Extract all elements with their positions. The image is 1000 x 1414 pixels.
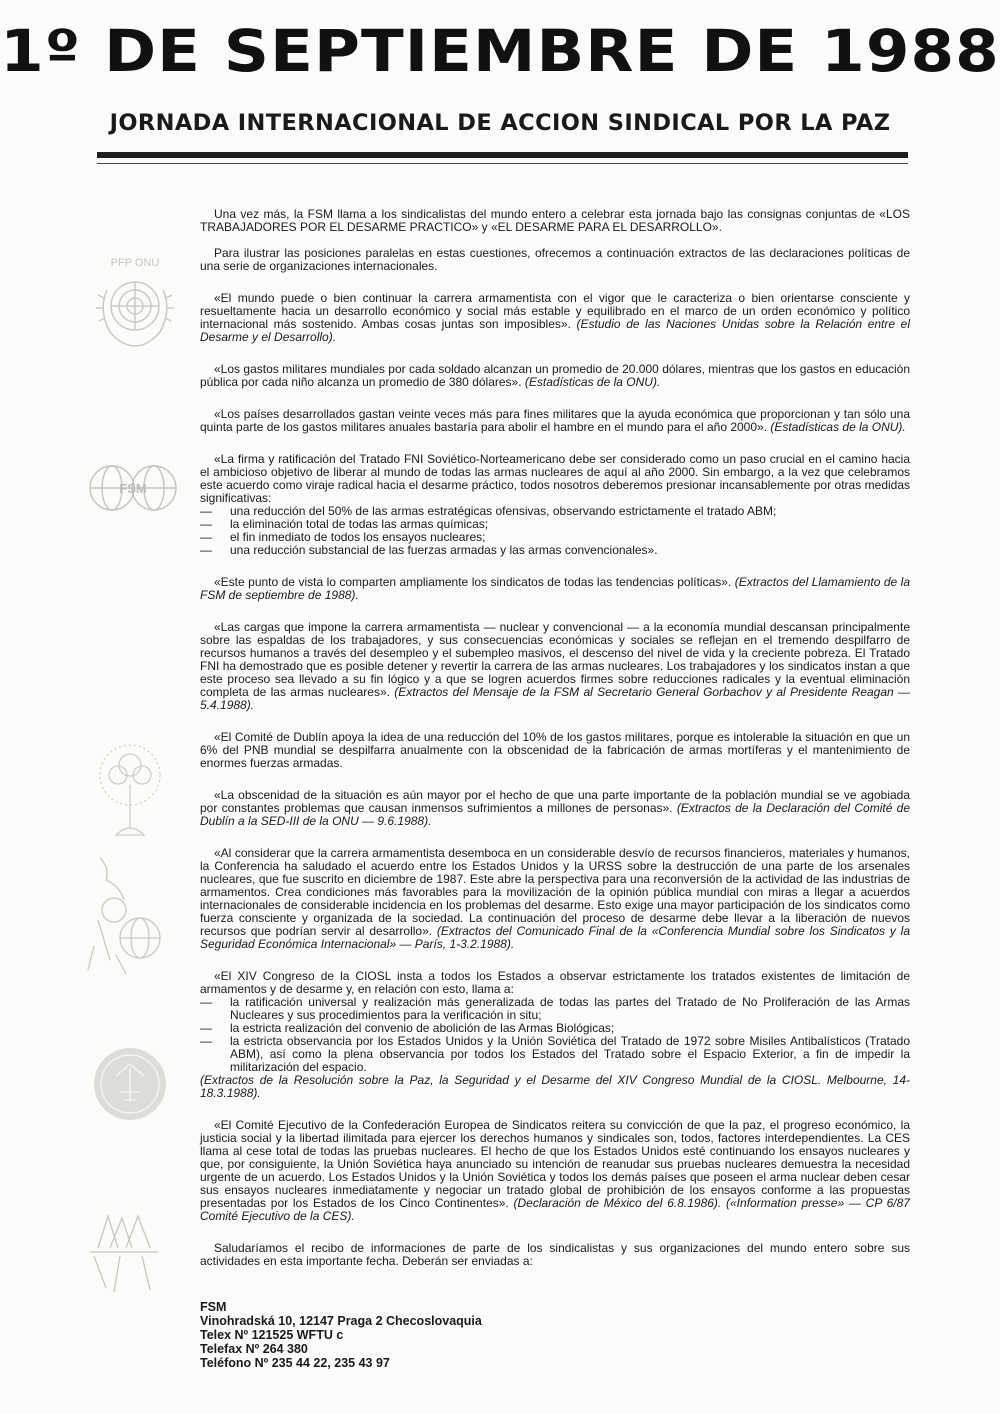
quote-source: (Extractos de la Resolución sobre la Paz, la Seguridad y el Desarme del XIV Congreso Mundial de la CIOSL. Melbourne, 14-18.3.1988). <box>200 1073 910 1100</box>
quote-source: (Estudio de las Naciones Unidas sobre la Relación entre el Desarme y el Desarrollo). <box>200 317 911 344</box>
address-street: Vinohradská 10, 12147 Praga 2 Checoslovaquia <box>200 1314 482 1328</box>
ciosl-emblem-logo <box>80 1040 190 1130</box>
list-item: — la ratificación universal y realización más generalizada de todas las partes del Tratado de No Proliferación de las Armas Nucleares y sus procedimientos para la verificación in situ; <box>200 995 910 1022</box>
intro-paragraph: Una vez más, la FSM llama a los sindicalistas del mundo entero a celebrar esta jornada bajo las consignas conjuntas de «LOS TRABAJADORES POR EL DESARME PRACTICO» y «EL DESARME PARA EL DESARROLLO». <box>200 207 910 234</box>
quote-source: (Extractos del Comunicado Final de la «Conferencia Mundial sobre los Sindicatos y la Seguridad Económica Internacional» — París, 1-3.2.1988). <box>200 924 910 951</box>
document-body <box>200 208 910 1370</box>
closing-paragraph: Saludaríamos el recibo de informaciones de parte de los sindicalistas y sus organizaciones del mundo entero sobre sus actividades en esta importante fecha. Deberán ser enviadas a: <box>200 1241 910 1268</box>
quote-source: (Declaración de México del 6.8.1986). («Information presse» — CP 6/87 Comité Ejecutivo de la CES). <box>200 1196 910 1223</box>
quote-paragraph: «El mundo puede o bien continuar la carrera armamentista con el vigor que le caracteriza o bien orientarse consciente y resueltamente hacia un desarrollo económico y social más estable y equilibrado en el marco de un orden económico y político internacional más sostenido. Ambas cosas juntas son imposibles». (Estudio de las Naciones Unidas sobre la Relación entre el Desarme y el Desarrollo). <box>200 291 911 344</box>
list-item: — la estricta realización del convenio de abolición de las Armas Biológicas; <box>200 1021 615 1035</box>
quote-paragraph: «Este punto de vista lo comparten ampliamente los sindicatos de todas las tendencias políticas». (Extractos del Llamamiento de la FSM de septiembre de 1988). <box>200 575 911 602</box>
fsm-measures-list <box>200 505 910 557</box>
quote-paragraph: «La obscenidad de la situación es aún mayor por el hecho de que una parte importante de la población mundial se ve agobiada por constantes problemas que causan inmensos sufrimientos a millones de personas». (Extractos de la Declaración del Comité de Dublín a la SED-III de la ONU — 9.6.1988). <box>200 788 911 828</box>
address-org: FSM <box>200 1300 227 1314</box>
address-phone: Teléfono Nº 235 44 22, 235 43 97 <box>200 1356 390 1370</box>
header-rule-thin <box>97 163 908 164</box>
address-telex: Telex Nº 121525 WFTU c <box>200 1328 344 1342</box>
quote-paragraph: «El Comité de Dublín apoya la idea de una reducción del 10% de los gastos militares, porque es intolerable la situación en que un 6% del PNB mundial se despilfarra anualmente con la obscenidad de la fabricación de armas mortíferas y el mantenimiento de enormes fuerzas armadas. <box>200 730 910 770</box>
quote-source: (Estadísticas de la ONU). <box>524 375 661 389</box>
list-item: — la eliminación total de todas las armas químicas; <box>200 517 489 531</box>
globe-figures-logo <box>80 850 190 980</box>
header-rule-thick <box>97 152 908 158</box>
ciosl-measures-list <box>200 996 910 1074</box>
quote-source: (Estadísticas de la ONU). <box>770 420 906 434</box>
ces-figures-logo <box>80 1208 190 1298</box>
svg-text:PFP ONU: PFP ONU <box>110 257 160 269</box>
fsm-globes-logo <box>80 460 190 520</box>
list-item: — una reducción substancial de las fuerzas armadas y las armas convencionales». <box>200 543 658 557</box>
quote-source: (Extractos del Mensaje de la FSM al Secretario General Gorbachov y al Presidente Reagan — 5.4.1988). <box>200 685 911 712</box>
quote-source: (Extractos del Llamamiento de la FSM de septiembre de 1988). <box>200 575 911 602</box>
quote-paragraph: «Los gastos militares mundiales por cada soldado alcanzan un promedio de 20.000 dólares, mientras que los gastos en educación pública por cada niño alcanza un promedio de 380 dólares». (Estadísticas de la ONU). <box>200 362 910 389</box>
dublin-committee-tree-logo <box>80 735 190 850</box>
list-item: — una reducción del 50% de las armas estratégicas ofensivas, observando estrictamente el tratado ABM; <box>200 504 777 518</box>
svg-text:FSM: FSM <box>119 481 147 496</box>
quote-paragraph: «Al considerar que la carrera armamentista desemboca en un considerable desvío de recursos financieros, materiales y humanos, la Conferencia ha saludado el acuerdo entre los Estados Unidos y la URSS sobre la destrucción de una parte de los arsenales nucleares, que fue suscrito en diciembre de 1987. Este abre la perspectiva para una reconversión de la actividad de las industrias de armamentos. Crea condiciones más favorables para la movilización de la opinión pública mundial con miras a llegar a acuerdos internacionales de considerable incidencia en los problemas del desarme. Esto exige una mayor participación de los sindicatos como fuerza consciente y organizada de la sociedad. La continuación del proceso de desarme debe llevar a la liberación de nuevos recursos que podrían servir al desarrollo». (Extractos del Comunicado Final de la «Conferencia Mundial sobre los Sindicatos y la Seguridad Económica Internacional» — París, 1-3.2.1988). <box>200 846 910 951</box>
intro-paragraph: Para ilustrar las posiciones paralelas en estas cuestiones, ofrecemos a continuación extractos de las declaraciones políticas de una serie de organizaciones internacionales. <box>200 246 910 273</box>
un-emblem-logo <box>80 248 190 353</box>
page-subtitle: JORNADA INTERNACIONAL DE ACCION SINDICAL POR LA PAZ <box>109 110 891 136</box>
fsm-quote-paragraph: «La firma y ratificación del Tratado FNI Soviético-Norteamericano debe ser considerado como un paso crucial en el camino hacia el ambicioso objetivo de liberar al mundo de todas las armas nucleares de aquí al año 2000. Sin embargo, a la vez que celebramos este acuerdo como viraje radical hacia el desarme práctico, todos nosotros deberemos presionar incansablemente por otras medidas significativas: <box>200 452 910 505</box>
quote-paragraph: «Las cargas que impone la carrera armamentista — nuclear y convencional — a la economía mundial descansan principalmente sobre las espaldas de los trabajadores, y sus consecuencias económicas y sociales se reflejan en el tremendo despilfarro de recursos humanos a través del desempleo y el subempleo masivos, el descenso del nivel de vida y la creciente pobreza. El Tratado FNI ha demostrado que es posible detener y revertir la carrera de las armas nucleares. Los trabajadores y los sindicatos instan a que este proceso sea llevado a su fin lógico y a que se logren acuerdos firmes sobre reducciones radicales y la eventual eliminación completa de las armas nucleares». (Extractos del Mensaje de la FSM al Secretario General Gorbachov y al Presidente Reagan — 5.4.1988). <box>200 620 911 712</box>
quote-source: (Extractos de la Declaración del Comité de Dublín a la SED-III de la ONU — 9.6.1988). <box>200 801 911 828</box>
ciosl-quote-paragraph: «El XIV Congreso de la CIOSL insta a todos los Estados a observar estrictamente los tratados existentes de limitación de armamentos y de desarme y, en relación con esto, llama a: <box>200 969 910 996</box>
ces-quote-paragraph: «El Comité Ejecutivo de la Confederación Europea de Sindicatos reitera su convicción de que la paz, el progreso económico, la justicia social y la libertad ilimitada para ejercer los derechos humanos y sindicales son, todos, factores interdependientes. La CES llama al cese total de todas las pruebas nucleares. El hecho de que los Estados Unidos esté continuando los ensayos nucleares y que, por consiguiente, la Unión Soviética haya anunciado su intención de reanudar sus pruebas nucleares demuestra la necesidad urgente de un acuerdo. Los Estados Unidos y la Unión Soviética y todos los demás países que poseen el arma nuclear deben cesar sus ensayos nucleares inmediatamente y negociar un tratado global de prohibición de los ensayos conforme a las propuestas presentadas por los Estados de los Cinco Continentes». (Declaración de México del 6.8.1986). («Information presse» — CP 6/87 Comité Ejecutivo de la CES). <box>200 1118 910 1223</box>
contact-address-block <box>200 1300 910 1370</box>
address-telefax: Telefax Nº 264 380 <box>200 1342 308 1356</box>
page-title: 1º DE SEPTIEMBRE DE 1988 <box>0 17 1000 85</box>
list-item: — el fin inmediato de todos los ensayos nucleares; <box>200 530 486 544</box>
list-item: — la estricta observancia por los Estados Unidos y la Unión Soviética del Tratado de 1972 sobre Misiles Antibalísticos (Tratado ABM), así como la plena observancia por todos los Estados del Tratado sobre el Espacio Exterior, a fin de impedir la militarización del espacio. <box>200 1034 910 1074</box>
quote-paragraph: «Los países desarrollados gastan veinte veces más para fines militares que la ayuda económica que proporcionan y tan sólo una quinta parte de los gastos militares anuales bastaría para abolir el hambre en el mundo para el año 2000». (Estadísticas de la ONU). <box>200 407 910 434</box>
